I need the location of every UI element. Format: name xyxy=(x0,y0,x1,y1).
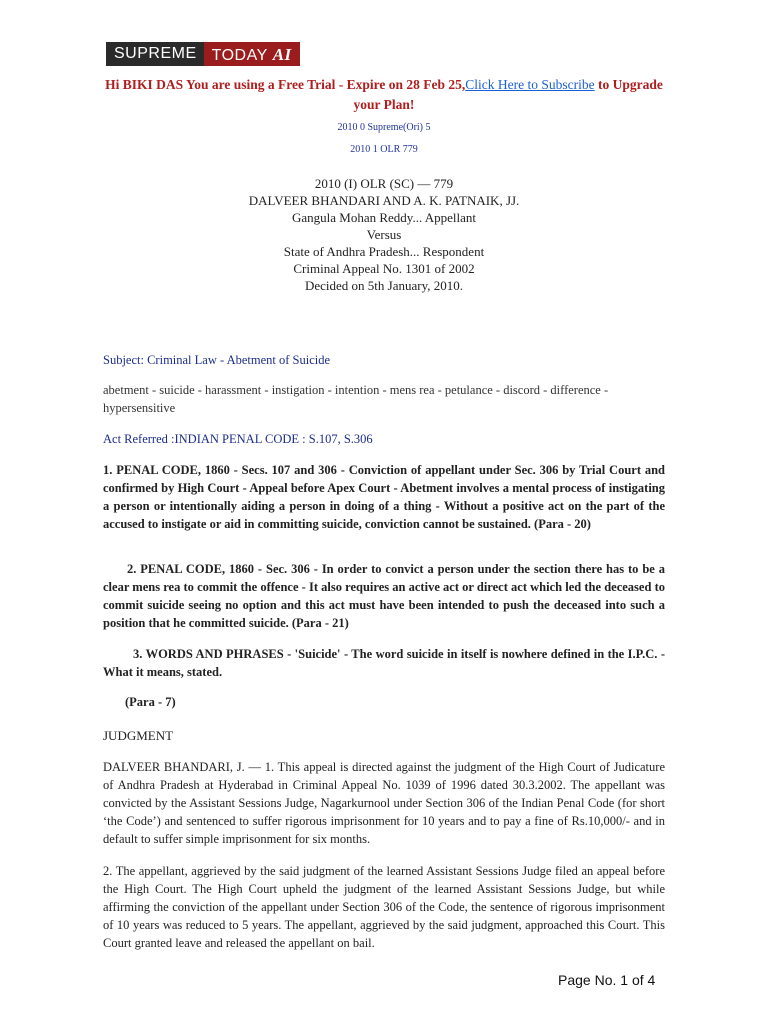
report-citation: 2010 (I) OLR (SC) — 779 xyxy=(314,176,454,191)
subscribe-link[interactable]: Click Here to Subscribe xyxy=(465,77,595,92)
citation-supreme: 2010 0 Supreme(Ori) 5 xyxy=(337,122,431,133)
trial-upgrade-text: to Upgrade your Plan! xyxy=(353,77,663,112)
respondent: State of Andhra Pradesh... Respondent xyxy=(283,244,485,259)
headnote-2: 2. PENAL CODE, 1860 - Sec. 306 - In order to convict a person under the section there has to be a clear mens rea to commit the offence - It also requires an active act or direct act which led the deceased to commit suicide seeing no option and this act must have been intended to push the deceased into such a position that he committed suicide. (Para - 21) xyxy=(103,562,665,630)
versus: Versus xyxy=(366,227,402,242)
logo-supreme: SUPREME xyxy=(106,42,204,66)
logo-today: TODAY AI xyxy=(204,42,300,66)
bench: DALVEER BHANDARI AND A. K. PATNAIK, JJ. xyxy=(248,193,520,208)
keywords: abetment - suicide - harassment - instigation - intention - mens rea - petulance - discord - difference - hypersensitive xyxy=(103,383,609,415)
citation-olr: 2010 1 OLR 779 xyxy=(350,144,418,155)
case-header xyxy=(0,175,768,294)
trial-banner xyxy=(95,75,673,115)
trial-message: Hi BIKI DAS You are using a Free Trial - Expire on 28 Feb 25, xyxy=(105,77,466,92)
judgment-heading: JUDGMENT xyxy=(103,728,174,743)
paragraph-2: 2. The appellant, aggrieved by the said judgment of the learned Assistant Sessions Judge filed an appeal before the High Court. The High Court upheld the judgment of the learned Assistant Sessions Judge, but while affirming the conviction of the appellant under Section 306 of the Code, the sentence of rigorous imprisonment of 10 years was reduced to 5 years. The appellant, aggrieved by the said judgment, approached this Court. This Court granted leave and released the appellant on bail. xyxy=(103,864,665,950)
para-7-ref: (Para - 7) xyxy=(125,695,176,709)
subject-line: Subject: Criminal Law - Abetment of Suicide xyxy=(103,353,331,367)
appeal-number: Criminal Appeal No. 1301 of 2002 xyxy=(293,261,475,276)
supreme-today-logo xyxy=(106,42,300,66)
paragraph-1: DALVEER BHANDARI, J. — 1. This appeal is directed against the judgment of the High Court of Judicature of Andhra Pradesh at Hyderabad in Criminal Appeal No. 1039 of 1996 dated 30.3.2002. The appellant was convicted by the Assistant Sessions Judge, Nagarkurnool under Section 306 of the Indian Penal Code (for short ‘the Code’) and sentenced to suffer rigorous imprisonment for 10 years and to pay a fine of Rs.10,000/- and in default to suffer simple imprisonment for six months. xyxy=(103,760,665,846)
headnote-1: 1. PENAL CODE, 1860 - Secs. 107 and 306 - Conviction of appellant under Sec. 306 by Trial Court and confirmed by High Court - Appeal before Apex Court - Abetment involves a mental process of instigating a person or intentionally aiding a person in doing of a thing - Without a positive act on the part of the accused to instigate or aid in committing suicide, conviction cannot be sustained. (Para - 20) xyxy=(103,463,665,531)
act-referred: Act Referred :INDIAN PENAL CODE : S.107, S.306 xyxy=(103,432,373,446)
decision-date: Decided on 5th January, 2010. xyxy=(304,278,463,293)
headnote-3: 3. WORDS AND PHRASES - 'Suicide' - The word suicide in itself is nowhere defined in the I.P.C. - What it means, stated. xyxy=(103,647,665,679)
page-number: Page No. 1 of 4 xyxy=(558,972,656,988)
appellant: Gangula Mohan Reddy... Appellant xyxy=(291,210,476,225)
